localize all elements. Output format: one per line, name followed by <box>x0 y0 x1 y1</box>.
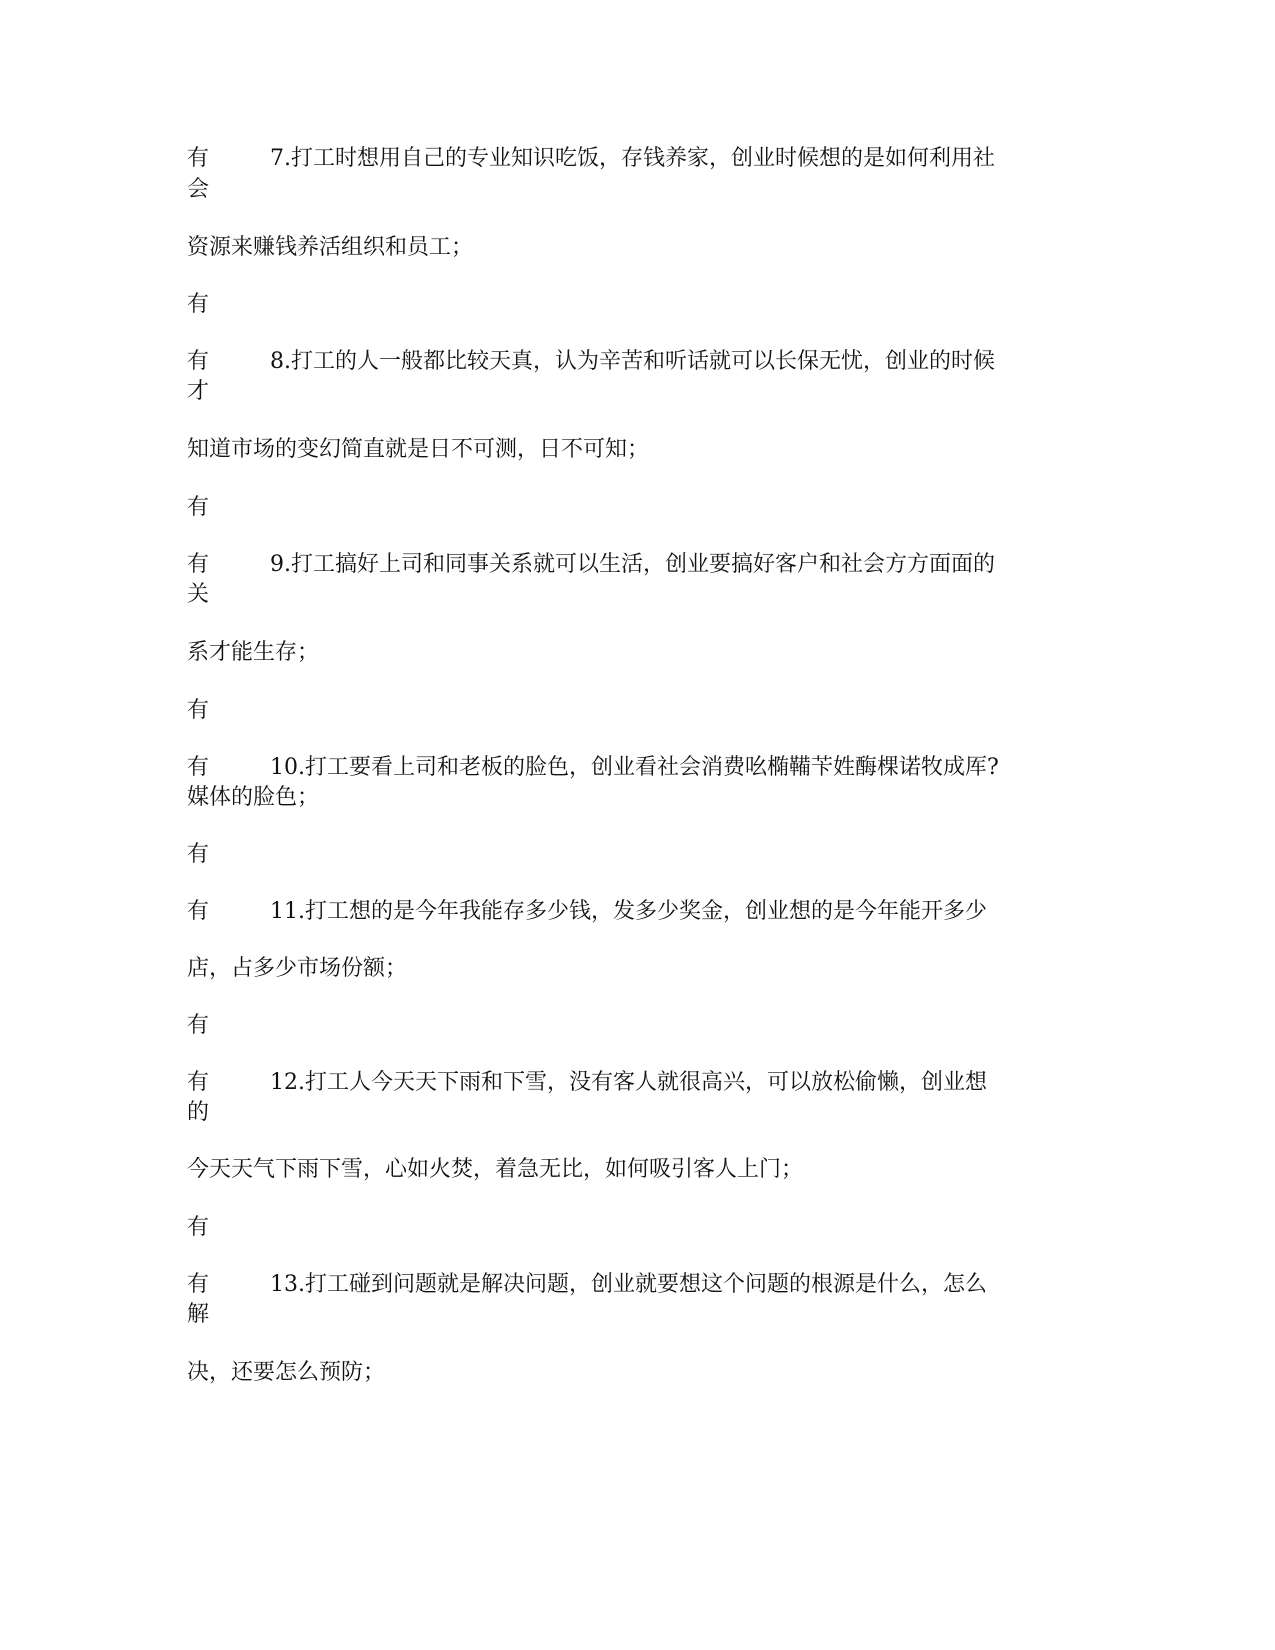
item-8-text: 8.打工的人一般都比较天真，认为辛苦和听话就可以长保无忧，创业的时候 <box>270 349 995 374</box>
bullet-marker: 有 <box>187 1272 210 1297</box>
item-10-wrap: 媒体的脸色； <box>187 785 320 810</box>
item-13-continuation: 决，还要怎么预防； <box>187 1360 386 1385</box>
item-13-text: 13.打工碰到问题就是解决问题，创业就要想这个问题的根源是什么，怎么 <box>270 1272 987 1297</box>
bullet-marker: 有 <box>187 1013 210 1038</box>
item-9-text: 9.打工搞好上司和同事关系就可以生活，创业要搞好客户和社会方方面面的 <box>270 552 995 577</box>
item-7-continuation: 资源来赚钱养活组织和员工； <box>187 235 474 260</box>
item-12-text: 12.打工人今天天下雨和下雪，没有客人就很高兴，可以放松偷懒，创业想 <box>270 1070 987 1095</box>
bullet-marker: 有 <box>187 146 210 171</box>
item-11-continuation: 店，占多少市场份额； <box>187 956 408 981</box>
bullet-marker: 有 <box>187 755 210 780</box>
item-8-wrap: 才 <box>187 379 210 404</box>
item-12-wrap: 的 <box>187 1100 210 1125</box>
bullet-marker: 有 <box>187 552 210 577</box>
item-13-wrap: 解 <box>187 1302 210 1327</box>
bullet-marker: 有 <box>187 899 210 924</box>
bullet-marker: 有 <box>187 698 210 723</box>
bullet-marker: 有 <box>187 1070 210 1095</box>
item-12-continuation: 今天天气下雨下雪，心如火焚，着急无比，如何吸引客人上门； <box>187 1157 804 1182</box>
bullet-marker: 有 <box>187 1215 210 1240</box>
item-10-text: 10.打工要看上司和老板的脸色，创业看社会消费吆椭鞴苄姓酶棵诺牧成厍? <box>270 755 999 780</box>
item-11-text: 11.打工想的是今年我能存多少钱，发多少奖金，创业想的是今年能开多少 <box>270 899 987 924</box>
item-8-continuation: 知道市场的变幻简直就是日不可测，日不可知； <box>187 437 650 462</box>
item-7-wrap: 会 <box>187 177 210 202</box>
bullet-marker: 有 <box>187 495 210 520</box>
bullet-marker: 有 <box>187 349 210 374</box>
bullet-marker: 有 <box>187 842 210 867</box>
item-7-text: 7.打工时想用自己的专业知识吃饭，存钱养家，创业时候想的是如何利用社 <box>270 146 995 171</box>
item-9-wrap: 关 <box>187 582 210 607</box>
bullet-marker: 有 <box>187 292 210 317</box>
item-9-continuation: 系才能生存； <box>187 640 320 665</box>
